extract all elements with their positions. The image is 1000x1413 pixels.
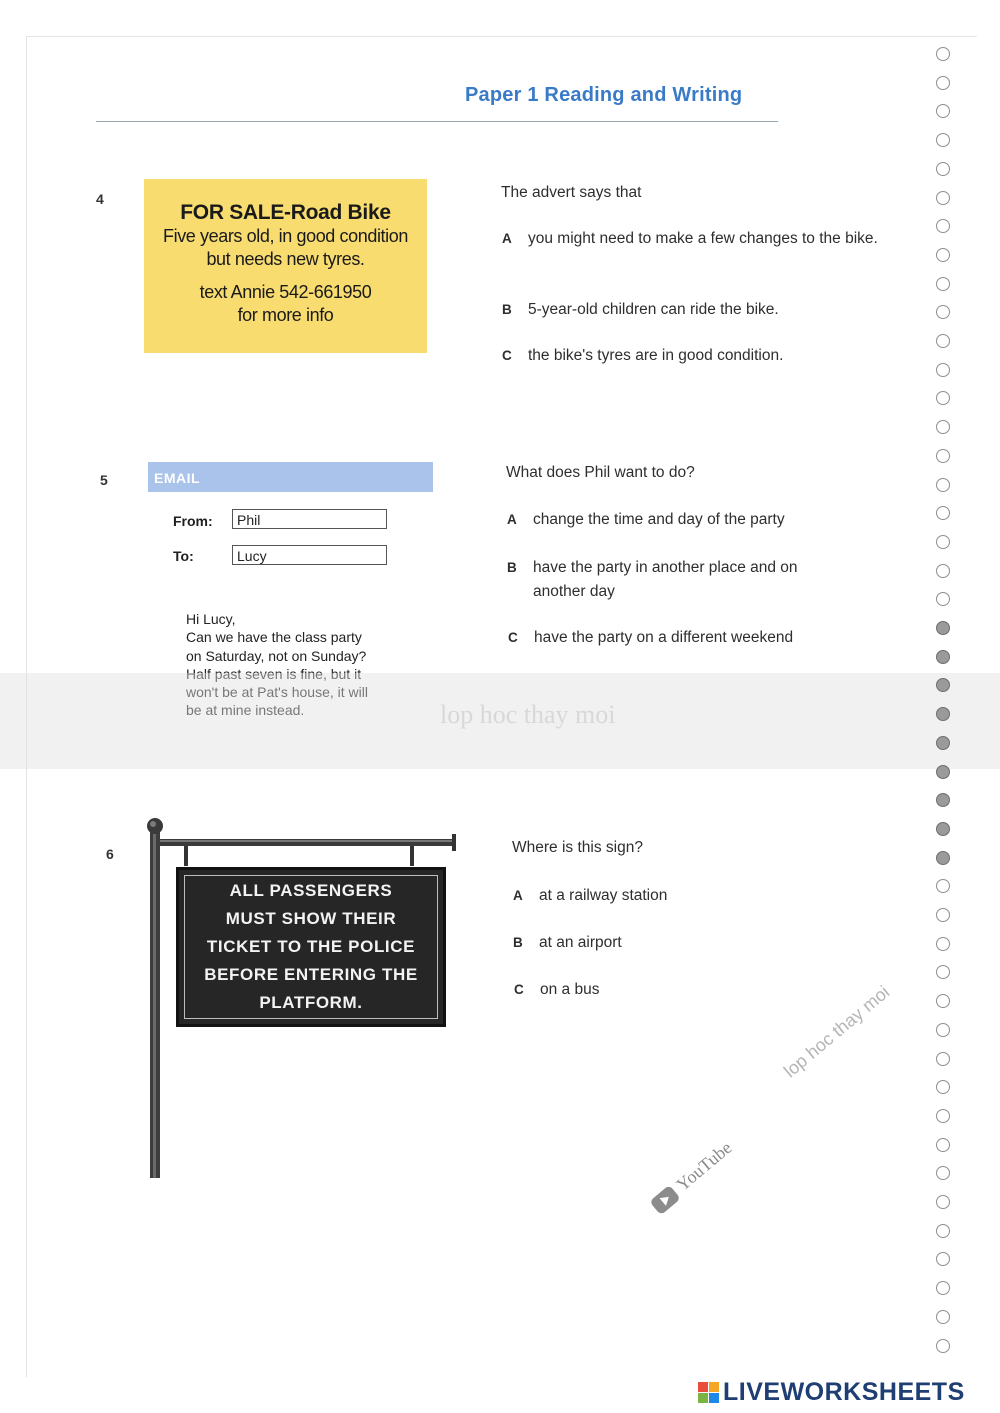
binder-ring-icon [936,1310,950,1324]
advert-card [144,179,427,353]
advert-line: for more info [237,305,334,325]
binder-ring-icon [936,994,950,1008]
option-letter: B [513,935,523,950]
watermark-diagonal: lop hoc thay moi [780,981,894,1082]
binder-ring-icon [936,420,950,434]
binder-ring-icon [936,1109,950,1123]
binder-ring-icon [936,1195,950,1209]
option-letter: B [507,560,517,575]
question-prompt: Where is this sign? [512,839,643,856]
email-body-line: Hi Lucy, [186,611,236,627]
binder-ring-icon [936,334,950,348]
liveworksheets-logo-icon [698,1382,719,1403]
email-body-line: Can we have the class party [186,629,362,646]
binder-ring-icon [936,707,950,721]
binder-ring-icon [936,564,950,578]
advert-line: Five years old, in good condition [163,226,408,246]
sign-text-line: MUST SHOW THEIR [225,909,397,928]
binder-ring-icon [936,191,950,205]
question-number-6: 6 [106,846,114,862]
binder-ring-icon [936,851,950,865]
option-text: have the party in another place and on another day [533,559,798,600]
answer-option-b[interactable] [502,298,888,322]
binder-ring-icon [936,248,950,262]
answer-option-b[interactable] [513,931,899,955]
binder-ring-icon [936,822,950,836]
sign-text-line: PLATFORM. [259,993,363,1012]
binder-ring-icon [936,162,950,176]
email-body-line: won't be at Pat's house, it will [186,684,368,701]
binder-ring-icon [936,650,950,664]
advert-spacer [144,271,427,281]
option-letter: C [502,348,512,363]
option-letter: A [502,231,512,246]
watermark-band-text: lop hoc thay moi [440,700,616,729]
answer-option-a[interactable] [513,884,899,908]
binder-ring-icon [936,363,950,377]
answer-option-c[interactable] [502,344,888,368]
option-text: at an airport [539,934,622,951]
binder-ring-icon [936,1023,950,1037]
advert-title: FOR SALE-Road Bike [180,201,391,224]
question-number-5: 5 [100,472,108,488]
advert-line: text Annie 542-661950 [199,282,372,302]
sign-panel [184,875,438,1019]
option-letter: B [502,302,512,317]
page-title: Paper 1 Reading and Writing [465,84,743,106]
question-prompt: The advert says that [501,184,642,201]
binder-ring-icon [936,535,950,549]
header-divider [96,121,778,122]
binder-ring-icon [936,937,950,951]
logo-tile [698,1393,708,1403]
email-to-label: To: [173,548,194,564]
option-letter: C [514,982,524,997]
answer-option-a[interactable] [507,508,893,532]
binder-ring-icon [936,1281,950,1295]
brand-name: LIVEWORKSHEETS [723,1378,965,1406]
email-header-bar: EMAIL [148,462,433,492]
logo-tile [698,1382,708,1392]
option-text: change the time and day of the party [533,511,785,528]
advert-line: but needs new tyres. [206,249,365,269]
binder-ring-icon [936,47,950,61]
binder-ring-icon [936,277,950,291]
sign-text-line: BEFORE ENTERING THE [204,965,418,984]
email-body-line: be at mine instead. [186,702,305,719]
binder-ring-icon [936,449,950,463]
binder-ring-icon [936,478,950,492]
email-body-line: on Saturday, not on Sunday? [186,647,367,664]
binder-ring-icon [936,736,950,750]
answer-option-c[interactable] [508,626,894,650]
option-text: on a bus [540,981,600,998]
option-letter: A [513,888,523,903]
option-text: 5-year-old children can ride the bike. [528,301,779,318]
answer-option-b[interactable] [507,556,843,604]
email-from-field: Phil [232,509,387,529]
email-body-line: Half past seven is fine, but it [186,665,362,682]
question-prompt: What does Phil want to do? [506,464,695,481]
option-text: at a railway station [539,887,668,904]
binder-ring-icon [936,1339,950,1353]
email-to-field: Lucy [232,545,387,565]
question-number-4: 4 [96,191,104,207]
binder-ring-icon [936,908,950,922]
binder-ring-icon [936,765,950,779]
youtube-text: YouTube [672,1137,736,1195]
option-text: the bike's tyres are in good condition. [528,347,784,364]
sign-text-line: ALL PASSENGERS [229,881,393,900]
binder-ring-icon [936,1052,950,1066]
binder-ring-icon [936,1138,950,1152]
answer-option-a[interactable] [502,227,888,251]
option-letter: A [507,512,517,527]
binder-ring-icon [936,1224,950,1238]
option-text: you might need to make a few changes to the bike. [528,230,878,247]
email-from-label: From: [173,513,213,529]
liveworksheets-brand[interactable] [698,1378,965,1407]
binder-ring-icon [936,621,950,635]
binder-ring-icon [936,133,950,147]
option-text: have the party on a different weekend [534,629,794,646]
platform-sign [176,867,446,1027]
answer-option-c[interactable] [514,978,900,1002]
logo-tile [709,1393,719,1403]
binder-ring-icon [936,76,950,90]
sign-text-line: TICKET TO THE POLICE [206,937,416,956]
option-letter: C [508,630,518,645]
logo-tile [709,1382,719,1392]
